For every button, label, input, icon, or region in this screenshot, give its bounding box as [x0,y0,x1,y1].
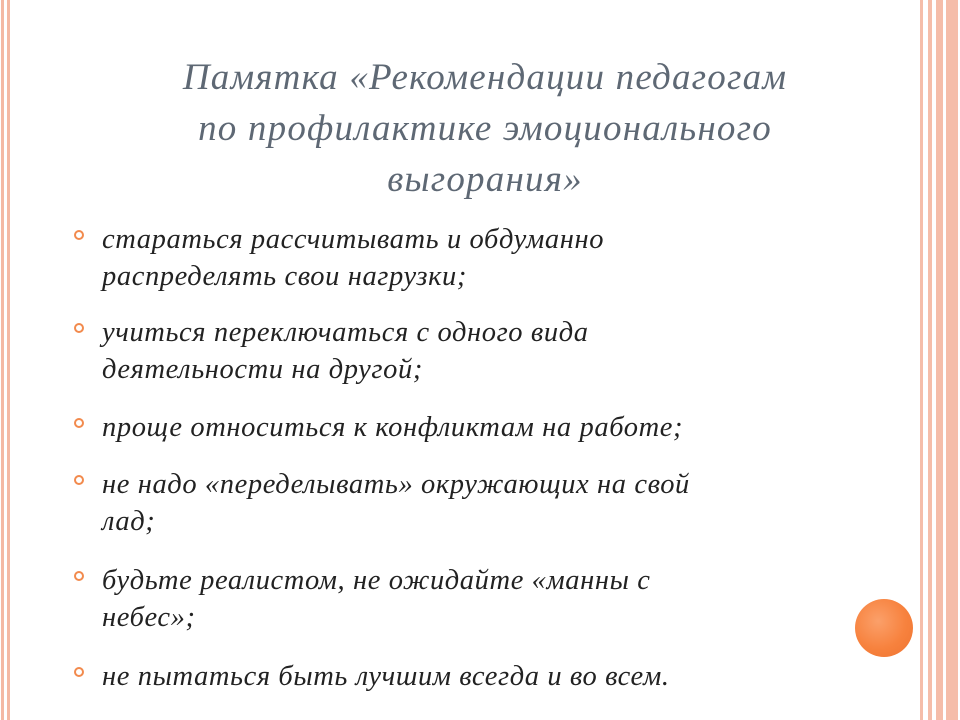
bullet-circle-icon [74,475,84,485]
list-item-line: небес»; [102,602,196,633]
list-item-text [102,221,852,295]
list-item-line: распределять свои нагрузки; [102,261,467,292]
right-border-stripe [946,0,958,720]
bullet-circle-icon [74,667,84,677]
left-decorative-border [0,0,11,720]
bullet-circle-icon [74,230,84,240]
list-item-line: будьте реалистом, не ожидайте «манны с [102,565,651,596]
bullet-circle-icon [74,323,84,333]
right-border-stripe [928,0,932,720]
list-item-text [102,314,852,388]
right-border-stripe [936,0,943,720]
bullet-circle-icon [74,418,84,428]
left-border-stripe [7,0,10,720]
slide-title-line: Памятка «Рекомендации педагогам [182,57,788,98]
list-item-line: лад; [102,506,156,537]
list-item-line: учиться переключаться с одного вида [102,317,589,348]
list-item-line: не надо «переделывать» окружающих на свой [102,469,690,500]
list-item-text [102,658,852,695]
list-item-line: проще относиться к конфликтам на работе; [102,412,684,443]
slide-title [60,52,910,205]
slide-title-line: выгорания» [387,159,583,200]
list-item-line: деятельности на другой; [102,354,423,385]
slide-title-line: по профилактике эмоционального [198,108,772,149]
list-item-line: стараться рассчитывать и обдуманно [102,224,605,255]
list-item-text [102,466,852,540]
left-border-stripe [1,0,4,720]
list-item-text [102,562,852,636]
list-item-line: не пытаться быть лучшим всегда и во всем. [102,661,670,692]
right-border-stripe [920,0,923,720]
decorative-orange-circle [855,599,913,657]
right-decorative-border [918,0,960,720]
bullet-circle-icon [74,571,84,581]
list-item-text [102,409,852,446]
